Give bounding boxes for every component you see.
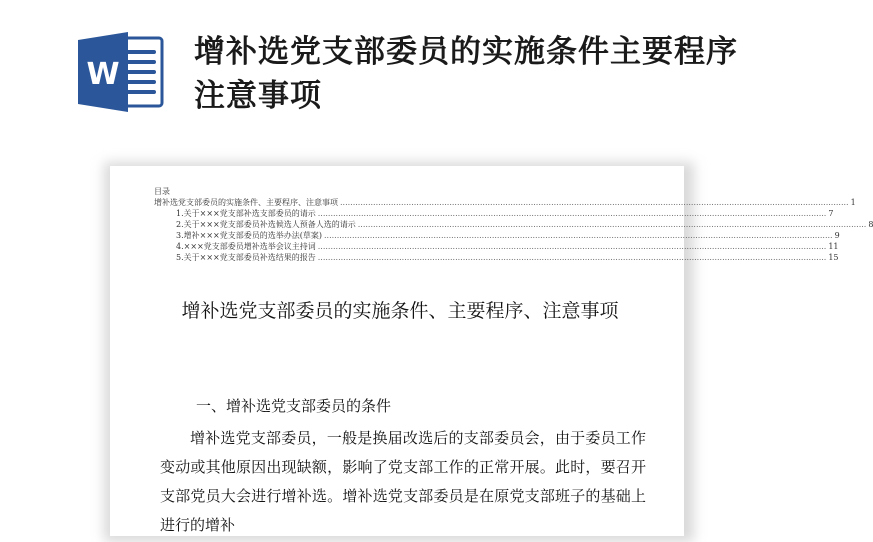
page-title: 增补选党支部委员的实施条件主要程序注意事项 <box>194 34 738 114</box>
toc-page-number: 9 <box>834 231 840 240</box>
toc-list <box>154 197 873 263</box>
toc-heading: 目录 <box>154 187 170 196</box>
toc-entry[interactable] <box>154 252 839 263</box>
document-title: 增补选党支部委员的实施条件、主要程序、注意事项 <box>181 300 619 322</box>
toc-page-number: 1 <box>850 198 856 207</box>
body-paragraph: 增补选党支部委员，一般是换届改选后的支部委员会，由于委员工作变动或其他原因出现缺额，影响了党支部工作的正常开展。此时，要召开支部党员大会进行增补选。增补选党支部委员是在原党支部班子的基础上进行的增补 <box>160 429 646 534</box>
toc-leader-dots: ........................................................................................................................................................................................................ <box>357 220 867 229</box>
toc-page-number: 7 <box>828 209 834 218</box>
toc-entry[interactable] <box>154 197 856 208</box>
toc-leader-dots: ........................................................................................................................................................................................................ <box>323 231 833 240</box>
toc-entry-text: 4.×××党支部委员增补选举会议主持词 <box>176 242 316 251</box>
table-of-contents <box>154 186 873 263</box>
toc-leader-dots: ........................................................................................................................................................................................................ <box>317 242 827 251</box>
toc-entry[interactable] <box>154 241 839 252</box>
toc-entry[interactable] <box>154 230 840 241</box>
toc-leader-dots: ........................................................................................................................................................................................................ <box>317 209 827 218</box>
toc-entry-text: 1.关于×××党支部补选支部委员的请示 <box>176 209 316 218</box>
toc-page-number: 11 <box>828 242 839 251</box>
toc-page-number: 8 <box>868 220 873 229</box>
toc-leader-dots: ........................................................................................................................................................................................................ <box>317 253 827 262</box>
toc-entry[interactable] <box>154 208 834 219</box>
document-page <box>110 166 873 536</box>
toc-page-number: 15 <box>828 253 839 262</box>
toc-entry[interactable] <box>154 219 873 230</box>
toc-leader-dots: ........................................................................................................................................................................................................ <box>340 198 849 207</box>
toc-entry-text: 5.关于×××党支部委员补选结果的报告 <box>176 253 316 262</box>
toc-entry-text: 增补选党支部委员的实施条件、主要程序、注意事项 <box>154 198 338 207</box>
toc-entry-text: 2.关于×××党支部委员补选候选人预备人选的请示 <box>176 220 356 229</box>
section-heading: 一、增补选党支部委员的条件 <box>196 397 392 415</box>
word-icon <box>74 30 166 114</box>
toc-entry-text: 3.增补×××党支部委员的选举办法(草案) <box>176 231 322 240</box>
word-icon-letter: W <box>86 57 120 92</box>
